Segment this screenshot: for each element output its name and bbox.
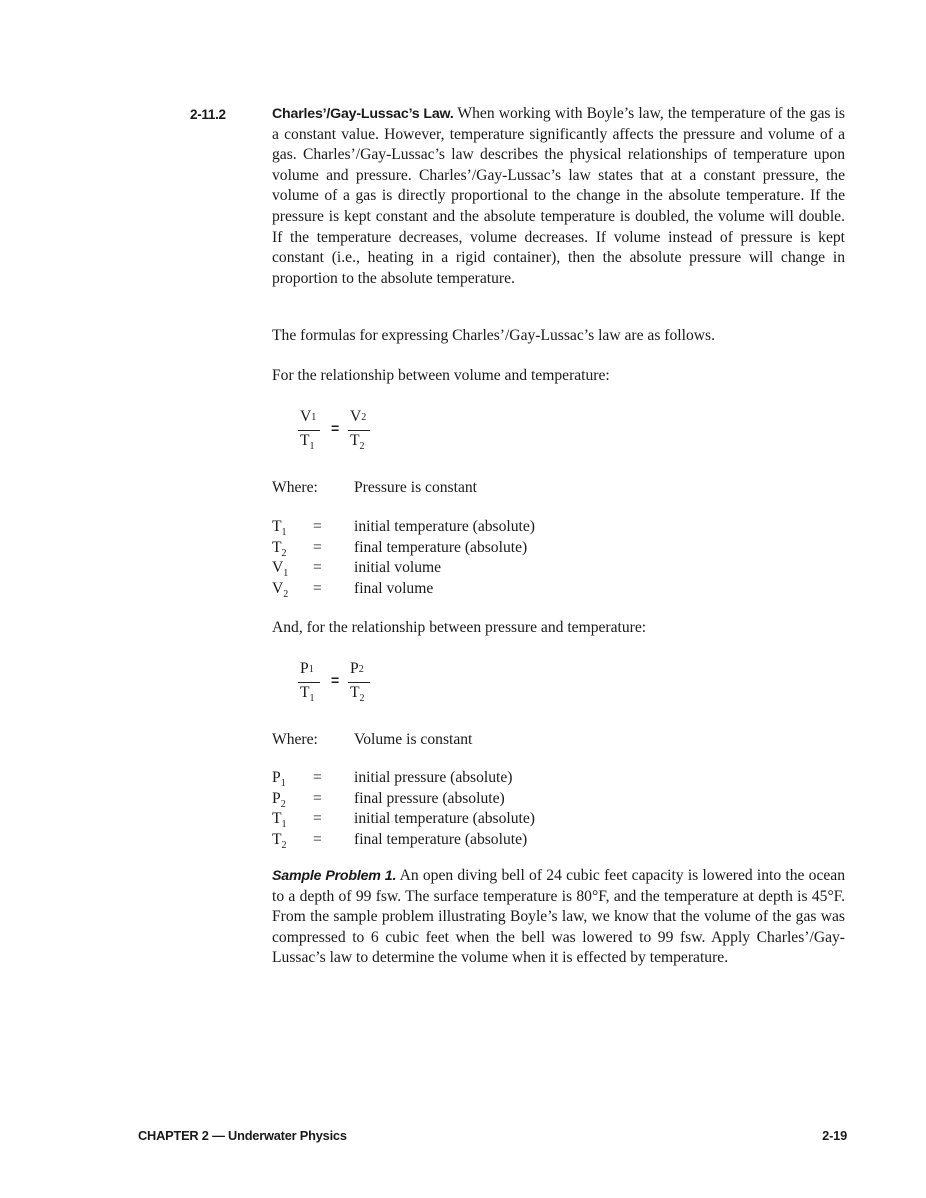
variable-description: initial temperature (absolute) [354, 810, 535, 827]
equals-sign: = [313, 789, 322, 807]
formulas-intro: The formulas for expressing Charles’/Gay-Lussac’s law are as follows. [272, 327, 715, 344]
variable-symbol [272, 558, 288, 581]
where-value: Pressure is constant [354, 479, 477, 496]
numerator [300, 408, 316, 428]
numerator [350, 660, 364, 680]
variable-symbol [272, 768, 286, 791]
denominator [350, 684, 365, 704]
symbol: T [272, 538, 282, 556]
variable-description: final volume [354, 579, 434, 597]
symbol: T [300, 684, 310, 701]
symbol: T [300, 432, 310, 449]
subscript: 2 [361, 412, 367, 423]
fraction-bar [298, 682, 320, 683]
pressure-temp-formula [298, 658, 398, 710]
volume-temp-intro: For the relationship between volume and temperature: [272, 367, 610, 384]
equals-sign: = [313, 538, 322, 556]
equals-sign: = [313, 810, 322, 827]
subscript: 1 [309, 441, 315, 452]
variable-symbol [272, 789, 286, 812]
sample-problem-label: Sample Problem 1. [272, 868, 397, 884]
subscript: 2 [281, 547, 287, 559]
symbol: V [272, 559, 284, 576]
fraction-bar [348, 430, 370, 431]
variable-description: initial volume [354, 559, 442, 576]
subscript: 1 [283, 568, 289, 579]
variable-description: final pressure (absolute) [354, 789, 505, 807]
intro-paragraph [272, 104, 845, 289]
equals-sign: = [313, 830, 322, 848]
section-number: 2-11.2 [190, 107, 226, 122]
equals-sign: = [313, 559, 322, 576]
pressure-temp-intro: And, for the relationship between pressure and temperature: [272, 619, 647, 636]
subscript: 2 [359, 693, 365, 704]
page-number: 2-19 [822, 1128, 847, 1143]
subscript: 1 [281, 819, 287, 830]
where-value: Volume is constant [354, 731, 473, 748]
subscript: 1 [308, 664, 314, 675]
pressure-temp-intro-block [272, 618, 845, 639]
variable-symbol [272, 538, 287, 561]
subscript: 1 [309, 693, 315, 704]
symbol: P [300, 660, 309, 677]
section-body [272, 104, 845, 289]
symbol: T [272, 810, 282, 827]
equals-sign: = [331, 420, 340, 436]
variable-description: final temperature (absolute) [354, 830, 528, 848]
denominator [300, 432, 315, 452]
variable-description: initial pressure (absolute) [354, 769, 513, 786]
subscript: 2 [359, 441, 365, 452]
symbol: T [272, 830, 282, 848]
symbol: P [272, 769, 281, 786]
variable-description: final temperature (absolute) [354, 538, 528, 556]
numerator [300, 660, 314, 680]
symbol: V [300, 408, 312, 425]
numerator [350, 408, 366, 428]
variable-symbol [272, 830, 287, 853]
subscript: 1 [281, 527, 287, 538]
sample-problem-block [272, 866, 845, 969]
denominator [300, 684, 315, 704]
subscript: 2 [281, 839, 287, 851]
subscript: 1 [280, 778, 286, 789]
symbol: T [350, 684, 360, 701]
where-label: Where: [272, 479, 318, 496]
sample-problem-text: An open diving bell of 24 cubic feet capacity is lowered into the ocean to a depth of 99 fsw. The surface temperature is 80°F, and the temperature at depth is 45°F. From the sample problem illustrating Boyle’s law, we know that the volume of the gas was compressed to 6 cubic feet when the bell was lowered to 99 fsw. Apply Charles’/Gay-Lussac’s law to determine the volume when it is effected by temperature. [272, 867, 846, 967]
symbol: V [272, 579, 284, 597]
fraction-bar [298, 430, 320, 431]
subscript: 2 [358, 664, 364, 675]
variable-symbol [272, 517, 287, 540]
variable-symbol [272, 809, 287, 832]
formulas-intro-block [272, 326, 845, 347]
variable-symbol [272, 579, 288, 602]
volume-temp-intro-block [272, 366, 845, 387]
section-heading: Charles’/Gay-Lussac’s Law. [272, 106, 454, 122]
equals-sign: = [313, 579, 322, 597]
symbol: P [350, 660, 359, 677]
equals-sign: = [331, 672, 340, 688]
where-label: Where: [272, 731, 318, 748]
symbol: P [272, 789, 281, 807]
fraction-bar [348, 682, 370, 683]
subscript: 1 [311, 412, 317, 423]
symbol: V [350, 408, 362, 425]
symbol: T [272, 518, 282, 535]
symbol: T [350, 432, 360, 449]
variable-description: initial temperature (absolute) [354, 518, 535, 535]
denominator [350, 432, 365, 452]
intro-text: When working with Boyle’s law, the temperature of the gas is a constant value. However, temperature significantly affects the pressure and volume of a gas. Charles’/Gay-Lussac’s law describes the physical relationships of temperature upon volume and pressure. Charles’/Gay-Lussac’s law states that at a constant pressure, the volume of a gas is directly proportional to the change in the absolute temperature. If the pressure is kept constant and the absolute temperature is doubled, the volume will double. If the temperature decreases, volume decreases. If volume instead of pressure is kept constant (i.e., heating in a rigid container), then the absolute pressure will change in proportion to the absolute temperature. [272, 105, 845, 287]
subscript: 2 [283, 588, 289, 600]
equals-sign: = [313, 769, 322, 786]
equals-sign: = [313, 518, 322, 535]
chapter-title: CHAPTER 2 — Underwater Physics [138, 1128, 347, 1143]
sample-problem-paragraph [272, 866, 845, 969]
volume-temp-formula [298, 406, 398, 458]
subscript: 2 [280, 798, 286, 810]
